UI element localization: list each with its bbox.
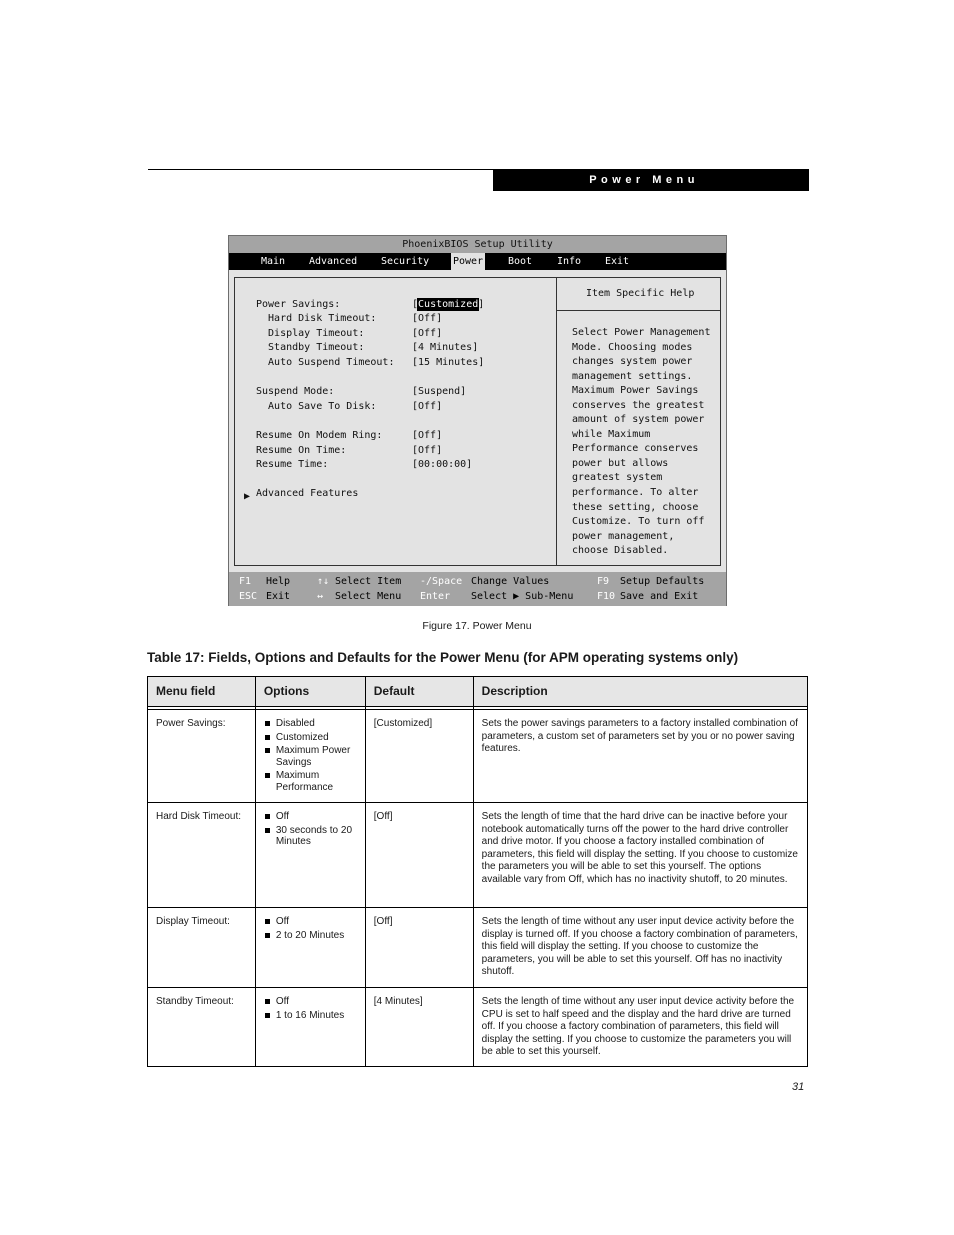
option-item: Customized bbox=[264, 732, 357, 744]
key-desc: Save and Exit bbox=[620, 591, 699, 602]
option-item: Off bbox=[264, 811, 357, 823]
menu-field-cell: Power Savings: bbox=[148, 710, 256, 803]
table-row bbox=[148, 710, 808, 803]
setting-label: Hard Disk Timeout: bbox=[256, 313, 377, 324]
option-item: 1 to 16 Minutes bbox=[264, 1010, 357, 1022]
default-cell: [Off] bbox=[365, 803, 473, 908]
help-line: Select Power Management bbox=[572, 327, 711, 338]
setting-value[interactable]: [4 Minutes] bbox=[412, 342, 479, 353]
submenu-arrow-icon: ▶ bbox=[244, 491, 251, 502]
setting-label: Power Savings: bbox=[256, 299, 341, 310]
key-desc: Select Menu bbox=[335, 591, 402, 602]
setting-value[interactable]: [Suspend] bbox=[412, 386, 467, 397]
menu-security[interactable]: Security bbox=[381, 256, 430, 267]
default-cell: [Off] bbox=[365, 908, 473, 988]
header-rule bbox=[148, 169, 493, 170]
help-line: management settings. bbox=[572, 371, 693, 382]
menu-field-cell: Hard Disk Timeout: bbox=[148, 803, 256, 908]
menu-info[interactable]: Info bbox=[557, 256, 582, 267]
key-f10: F10 bbox=[597, 591, 616, 602]
key-esc: ESC bbox=[239, 591, 258, 602]
setting-label: Standby Timeout: bbox=[256, 342, 365, 353]
key-left-right-arrows-icon: ↔ bbox=[317, 591, 324, 602]
figure-caption: Figure 17. Power Menu bbox=[422, 620, 532, 632]
key-f1: F1 bbox=[239, 576, 252, 587]
setting-value[interactable]: [Off] bbox=[412, 328, 443, 339]
column-header: Default bbox=[365, 677, 473, 707]
table-row bbox=[148, 908, 808, 988]
selected-value: Customized bbox=[418, 299, 479, 310]
setting-label: Resume Time: bbox=[256, 459, 329, 470]
option-item: 2 to 20 Minutes bbox=[264, 930, 357, 942]
description-cell: Sets the length of time without any user input device activity before the display is turned off. If you choose a factory combination of parameters, this field will display the setting. If you choose to customize the parameters, you will be able to set this yourself. Off has no inactivity shutoff. bbox=[473, 908, 807, 988]
key-f9: F9 bbox=[597, 576, 610, 587]
bios-menu-bar bbox=[229, 253, 726, 270]
key-desc: Setup Defaults bbox=[620, 576, 705, 587]
key-desc: Exit bbox=[266, 591, 291, 602]
page-number: 31 bbox=[792, 1081, 805, 1093]
help-line: power but allows bbox=[572, 458, 669, 469]
description-cell: Sets the length of time without any user input device activity before the CPU is set to half speed and the display and the hard drive are turned off. If you choose a factory combination of parameters, this field will display the setting. If you choose to customize the parameters you will be able to set this yourself. bbox=[473, 988, 807, 1067]
help-line: Performance conserves bbox=[572, 443, 699, 454]
menu-field-cell: Display Timeout: bbox=[148, 908, 256, 988]
default-cell: [4 Minutes] bbox=[365, 988, 473, 1067]
help-line: Customize. To turn off bbox=[572, 516, 705, 527]
help-line: conserves the greatest bbox=[572, 400, 705, 411]
key-desc: Change Values bbox=[471, 576, 550, 587]
menu-boot[interactable]: Boot bbox=[508, 256, 533, 267]
setting-label: Auto Suspend Timeout: bbox=[256, 357, 395, 368]
menu-exit[interactable]: Exit bbox=[605, 256, 630, 267]
help-line: these setting, choose bbox=[572, 502, 699, 513]
help-line: Mode. Choosing modes bbox=[572, 342, 693, 353]
option-item: Maximum Power Savings bbox=[264, 745, 357, 768]
power-menu-table bbox=[147, 676, 808, 1067]
option-item: Disabled bbox=[264, 718, 357, 730]
help-line: greatest system bbox=[572, 472, 663, 483]
key-minus-space: -/Space bbox=[420, 576, 463, 587]
help-line: while Maximum bbox=[572, 429, 651, 440]
option-item: Maximum Performance bbox=[264, 770, 357, 793]
bios-key-legend bbox=[229, 572, 726, 606]
bios-screenshot bbox=[228, 235, 727, 606]
help-title: Item Specific Help bbox=[586, 288, 695, 299]
help-title-divider bbox=[556, 310, 721, 311]
setting-value[interactable]: [Off] bbox=[412, 313, 443, 324]
setting-label: Suspend Mode: bbox=[256, 386, 335, 397]
key-desc: Help bbox=[266, 576, 291, 587]
setting-value[interactable]: [15 Minutes] bbox=[412, 357, 485, 368]
key-up-down-arrows-icon: ↑↓ bbox=[317, 576, 330, 587]
menu-field-cell: Standby Timeout: bbox=[148, 988, 256, 1067]
setting-label: Display Timeout: bbox=[256, 328, 365, 339]
options-cell bbox=[255, 710, 365, 803]
setting-value[interactable]: [Off] bbox=[412, 430, 443, 441]
setting-label: Resume On Time: bbox=[256, 445, 347, 456]
options-cell bbox=[255, 988, 365, 1067]
options-cell bbox=[255, 803, 365, 908]
column-header: Menu field bbox=[148, 677, 256, 707]
help-line: Maximum Power Savings bbox=[572, 385, 699, 396]
default-cell: [Customized] bbox=[365, 710, 473, 803]
bios-title: PhoenixBIOS Setup Utility bbox=[229, 236, 726, 253]
key-enter: Enter bbox=[420, 591, 451, 602]
advanced-features-submenu[interactable]: Advanced Features bbox=[256, 488, 359, 499]
option-item: 30 seconds to 20 Minutes bbox=[264, 825, 357, 848]
table-title: Table 17: Fields, Options and Defaults for the Power Menu (for APM operating systems only) bbox=[147, 650, 739, 665]
help-line: amount of system power bbox=[572, 414, 705, 425]
help-line: choose Disabled. bbox=[572, 545, 669, 556]
key-desc: Select Item bbox=[335, 576, 402, 587]
setting-value[interactable]: [Off] bbox=[412, 401, 443, 412]
key-desc: Select ▶ Sub-Menu bbox=[471, 591, 574, 602]
section-header: Power Menu bbox=[493, 169, 809, 191]
column-header: Description bbox=[473, 677, 807, 707]
help-line: power management, bbox=[572, 531, 675, 542]
description-cell: Sets the power savings parameters to a factory installed combination of parameters, a custom set of parameters set by you or no power saving features. bbox=[473, 710, 807, 803]
table-row bbox=[148, 803, 808, 908]
menu-power[interactable]: Power bbox=[451, 253, 485, 270]
power-savings-value[interactable]: [Customized] bbox=[412, 299, 485, 310]
setting-label: Resume On Modem Ring: bbox=[256, 430, 383, 441]
setting-value[interactable]: [00:00:00] bbox=[412, 459, 473, 470]
options-cell bbox=[255, 908, 365, 988]
table-row bbox=[148, 988, 808, 1067]
column-header: Options bbox=[255, 677, 365, 707]
option-item: Off bbox=[264, 996, 357, 1008]
description-cell: Sets the length of time that the hard drive can be inactive before your notebook automatically turns off the power to the hard drive controller and drive motor. If you choose a factory installed combination of parameters, this field will display the setting. If you choose to customize the parameters you will be able to set this yourself. The options available vary from Off, which has no inactivity shutoff, to 20 minutes. bbox=[473, 803, 807, 908]
option-item: Off bbox=[264, 916, 357, 928]
bios-divider bbox=[556, 277, 557, 566]
table-header-row bbox=[148, 677, 808, 707]
setting-label: Auto Save To Disk: bbox=[256, 401, 377, 412]
help-line: performance. To alter bbox=[572, 487, 699, 498]
help-line: changes system power bbox=[572, 356, 693, 367]
menu-advanced[interactable]: Advanced bbox=[309, 256, 358, 267]
menu-main[interactable]: Main bbox=[261, 256, 286, 267]
setting-value[interactable]: [Off] bbox=[412, 445, 443, 456]
